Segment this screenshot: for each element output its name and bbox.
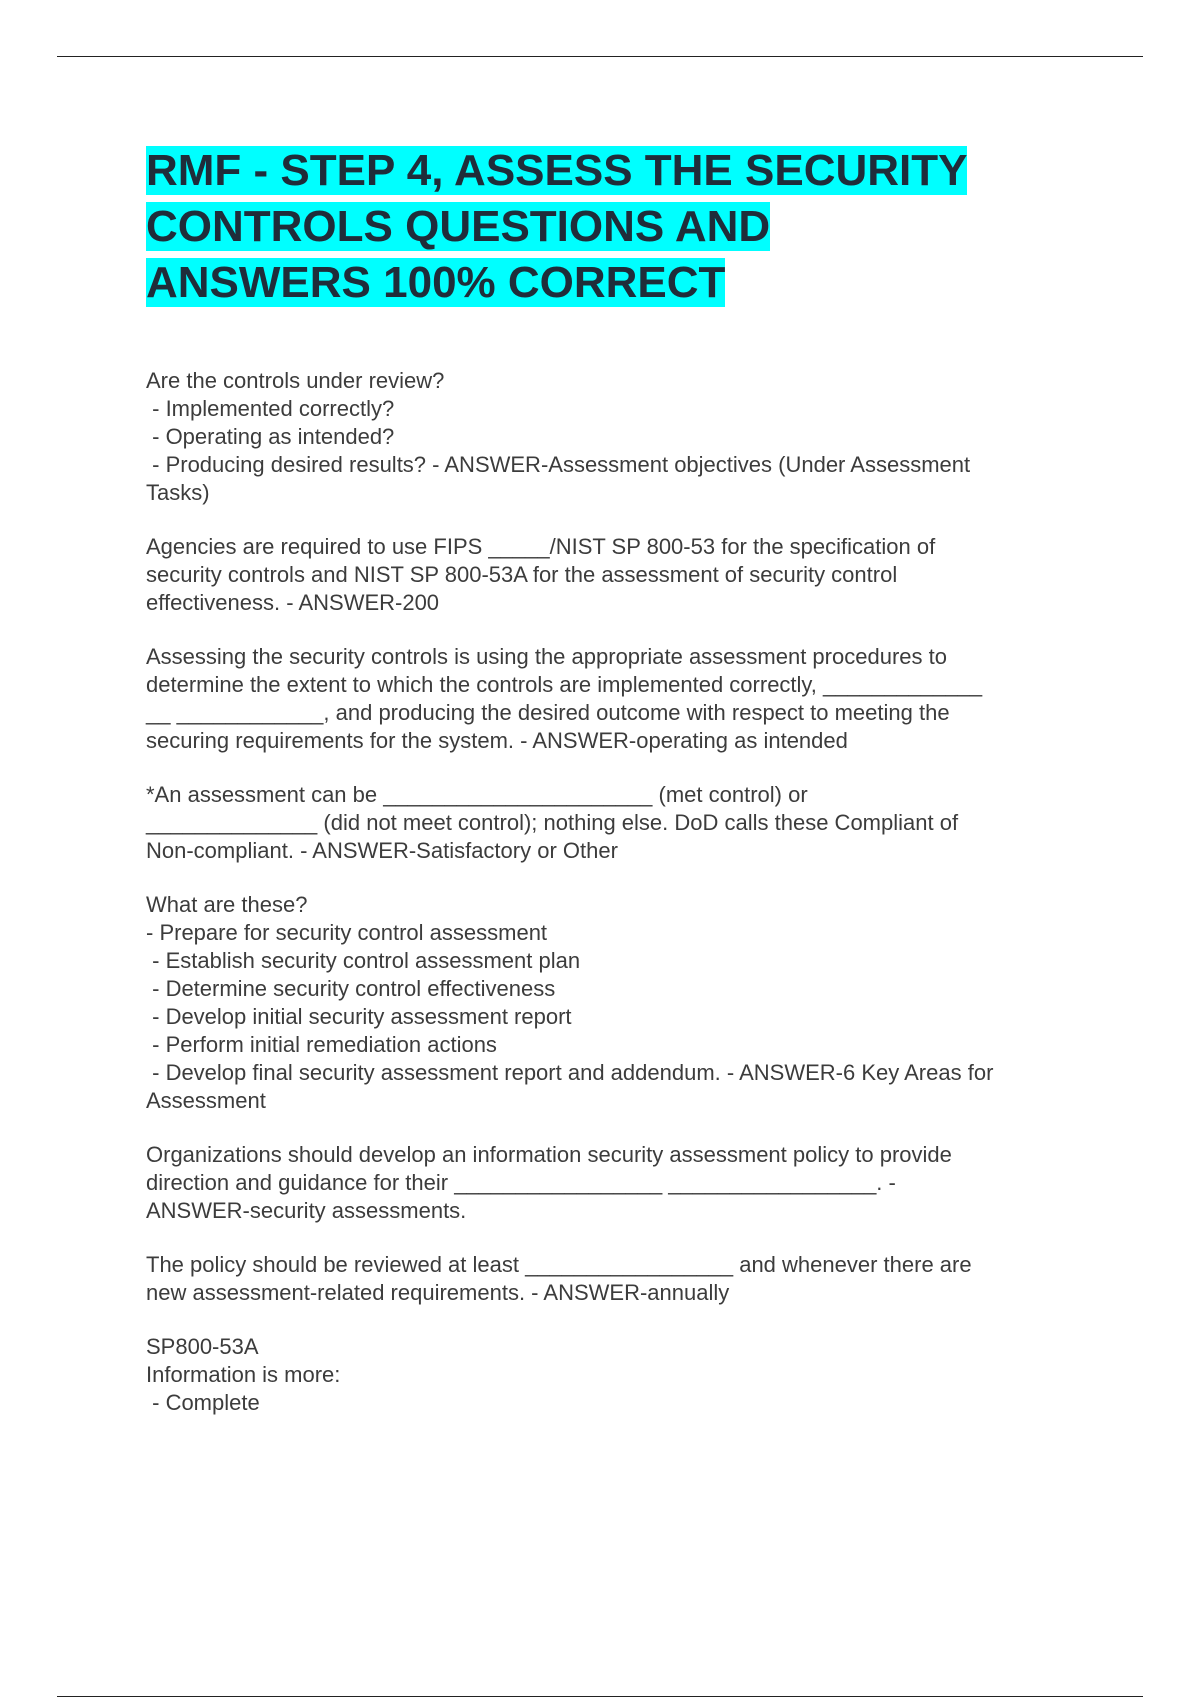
text-line: - Develop initial security assessment report [146, 1004, 572, 1029]
text-line: Tasks) [146, 480, 210, 505]
text-line: Are the controls under review? [146, 368, 445, 393]
qa-item-6 [146, 1141, 1086, 1225]
text-line: SP800-53A [146, 1334, 259, 1359]
title-line-1: RMF - STEP 4, ASSESS THE SECURITY [146, 146, 968, 195]
text-line: Assessment [146, 1088, 266, 1113]
text-line: - Establish security control assessment plan [146, 948, 581, 973]
text-line: __ ____________, and producing the desired outcome with respect to meeting the [146, 700, 950, 725]
text-line: What are these? [146, 892, 308, 917]
text-line: ______________ (did not meet control); nothing else. DoD calls these Compliant of [146, 810, 959, 835]
text-line: Organizations should develop an information security assessment policy to provide [146, 1142, 952, 1167]
text-line: effectiveness. - ANSWER-200 [146, 590, 440, 615]
text-line: direction and guidance for their _________________ _________________. - [146, 1170, 896, 1195]
text-line: new assessment-related requirements. - ANSWER-annually [146, 1280, 730, 1305]
qa-item-2 [146, 533, 1086, 617]
text-line: - Determine security control effectiveness [146, 976, 556, 1001]
text-line: ANSWER-security assessments. [146, 1198, 467, 1223]
qa-item-1 [146, 367, 1086, 507]
title-line-2: CONTROLS QUESTIONS AND [146, 202, 771, 251]
text-line: - Implemented correctly? [146, 396, 395, 421]
text-line: determine the extent to which the controls are implemented correctly, _____________ [146, 672, 983, 697]
text-line: - Producing desired results? - ANSWER-Assessment objectives (Under Assessment [146, 452, 971, 477]
text-line: security controls and NIST SP 800-53A for the assessment of security control [146, 562, 898, 587]
qa-item-5 [146, 891, 1086, 1115]
text-line: - Complete [146, 1390, 260, 1415]
text-line: *An assessment can be ______________________ (met control) or [146, 782, 808, 807]
document-title [146, 143, 1106, 311]
qa-item-7 [146, 1251, 1086, 1307]
qa-list [146, 367, 1086, 1443]
bottom-divider [57, 1696, 1143, 1697]
qa-item-8 [146, 1333, 1086, 1417]
text-line: - Prepare for security control assessment [146, 920, 548, 945]
text-line: Information is more: [146, 1362, 341, 1387]
text-line: Agencies are required to use FIPS _____/NIST SP 800-53 for the specification of [146, 534, 936, 559]
text-line: - Perform initial remediation actions [146, 1032, 497, 1057]
title-line-3: ANSWERS 100% CORRECT [146, 258, 726, 307]
text-line: - Operating as intended? [146, 424, 395, 449]
text-line: Assessing the security controls is using the appropriate assessment procedures to [146, 644, 947, 669]
text-line: - Develop final security assessment report and addendum. - ANSWER-6 Key Areas for [146, 1060, 994, 1085]
text-line: securing requirements for the system. - ANSWER-operating as intended [146, 728, 848, 753]
qa-item-4 [146, 781, 1086, 865]
text-line: Non-compliant. - ANSWER-Satisfactory or Other [146, 838, 618, 863]
qa-item-3 [146, 643, 1086, 755]
text-line: The policy should be reviewed at least _________________ and whenever there are [146, 1252, 972, 1277]
top-divider [57, 56, 1143, 57]
